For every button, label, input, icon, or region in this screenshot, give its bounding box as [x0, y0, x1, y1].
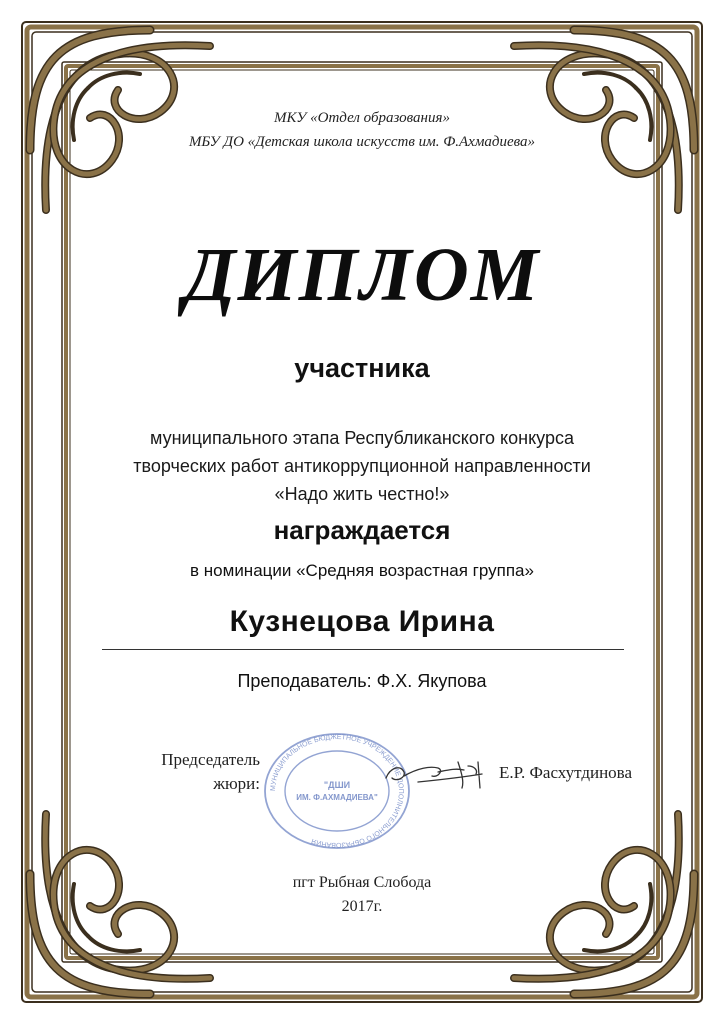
- jury-chair-name: Е.Р. Фасхутдинова: [499, 763, 633, 782]
- year-text: 2017г.: [341, 898, 383, 915]
- jury-chair-label-line-1: Председатель: [161, 750, 260, 769]
- location-text: пгт Рыбная Слобода: [292, 874, 432, 891]
- nomination-text: в номинации «Средняя возрастная группа»: [190, 561, 534, 580]
- contest-description-line-2: творческих работ антикоррупционной направленности: [133, 456, 591, 476]
- organization-line-2: МБУ ДО «Детская школа искусств им. Ф.Ахмадиева»: [188, 134, 536, 150]
- recipient-name: Кузнецова Ирина: [229, 605, 495, 638]
- teacher-line: Преподаватель: Ф.Х. Якупова: [237, 671, 487, 691]
- handwritten-signature: [378, 748, 498, 798]
- contest-description-line-1: муниципального этапа Республиканского конкурса: [150, 428, 574, 448]
- certificate-title: ДИПЛОМ: [183, 233, 541, 317]
- contest-name: «Надо жить честно!»: [274, 484, 450, 504]
- stamp-center-line-2: ИМ. Ф.АХМАДИЕВА": [296, 793, 378, 802]
- awarded-heading: награждается: [273, 515, 451, 545]
- certificate-subtitle: участника: [294, 353, 430, 383]
- jury-chair-label: [140, 748, 260, 796]
- recipient-underline: [102, 649, 624, 650]
- organization-line-1: МКУ «Отдел образования»: [274, 110, 450, 126]
- jury-chair-label-line-2: жюри:: [213, 774, 260, 793]
- stamp-ring-text: МУНИЦИПАЛЬНОЕ БЮДЖЕТНОЕ УЧРЕЖДЕНИЕ ДОПОЛНИТЕЛЬНОГО ОБРАЗОВАНИЯ: [269, 733, 405, 849]
- stamp-center-line-1: "ДШИ: [323, 780, 351, 790]
